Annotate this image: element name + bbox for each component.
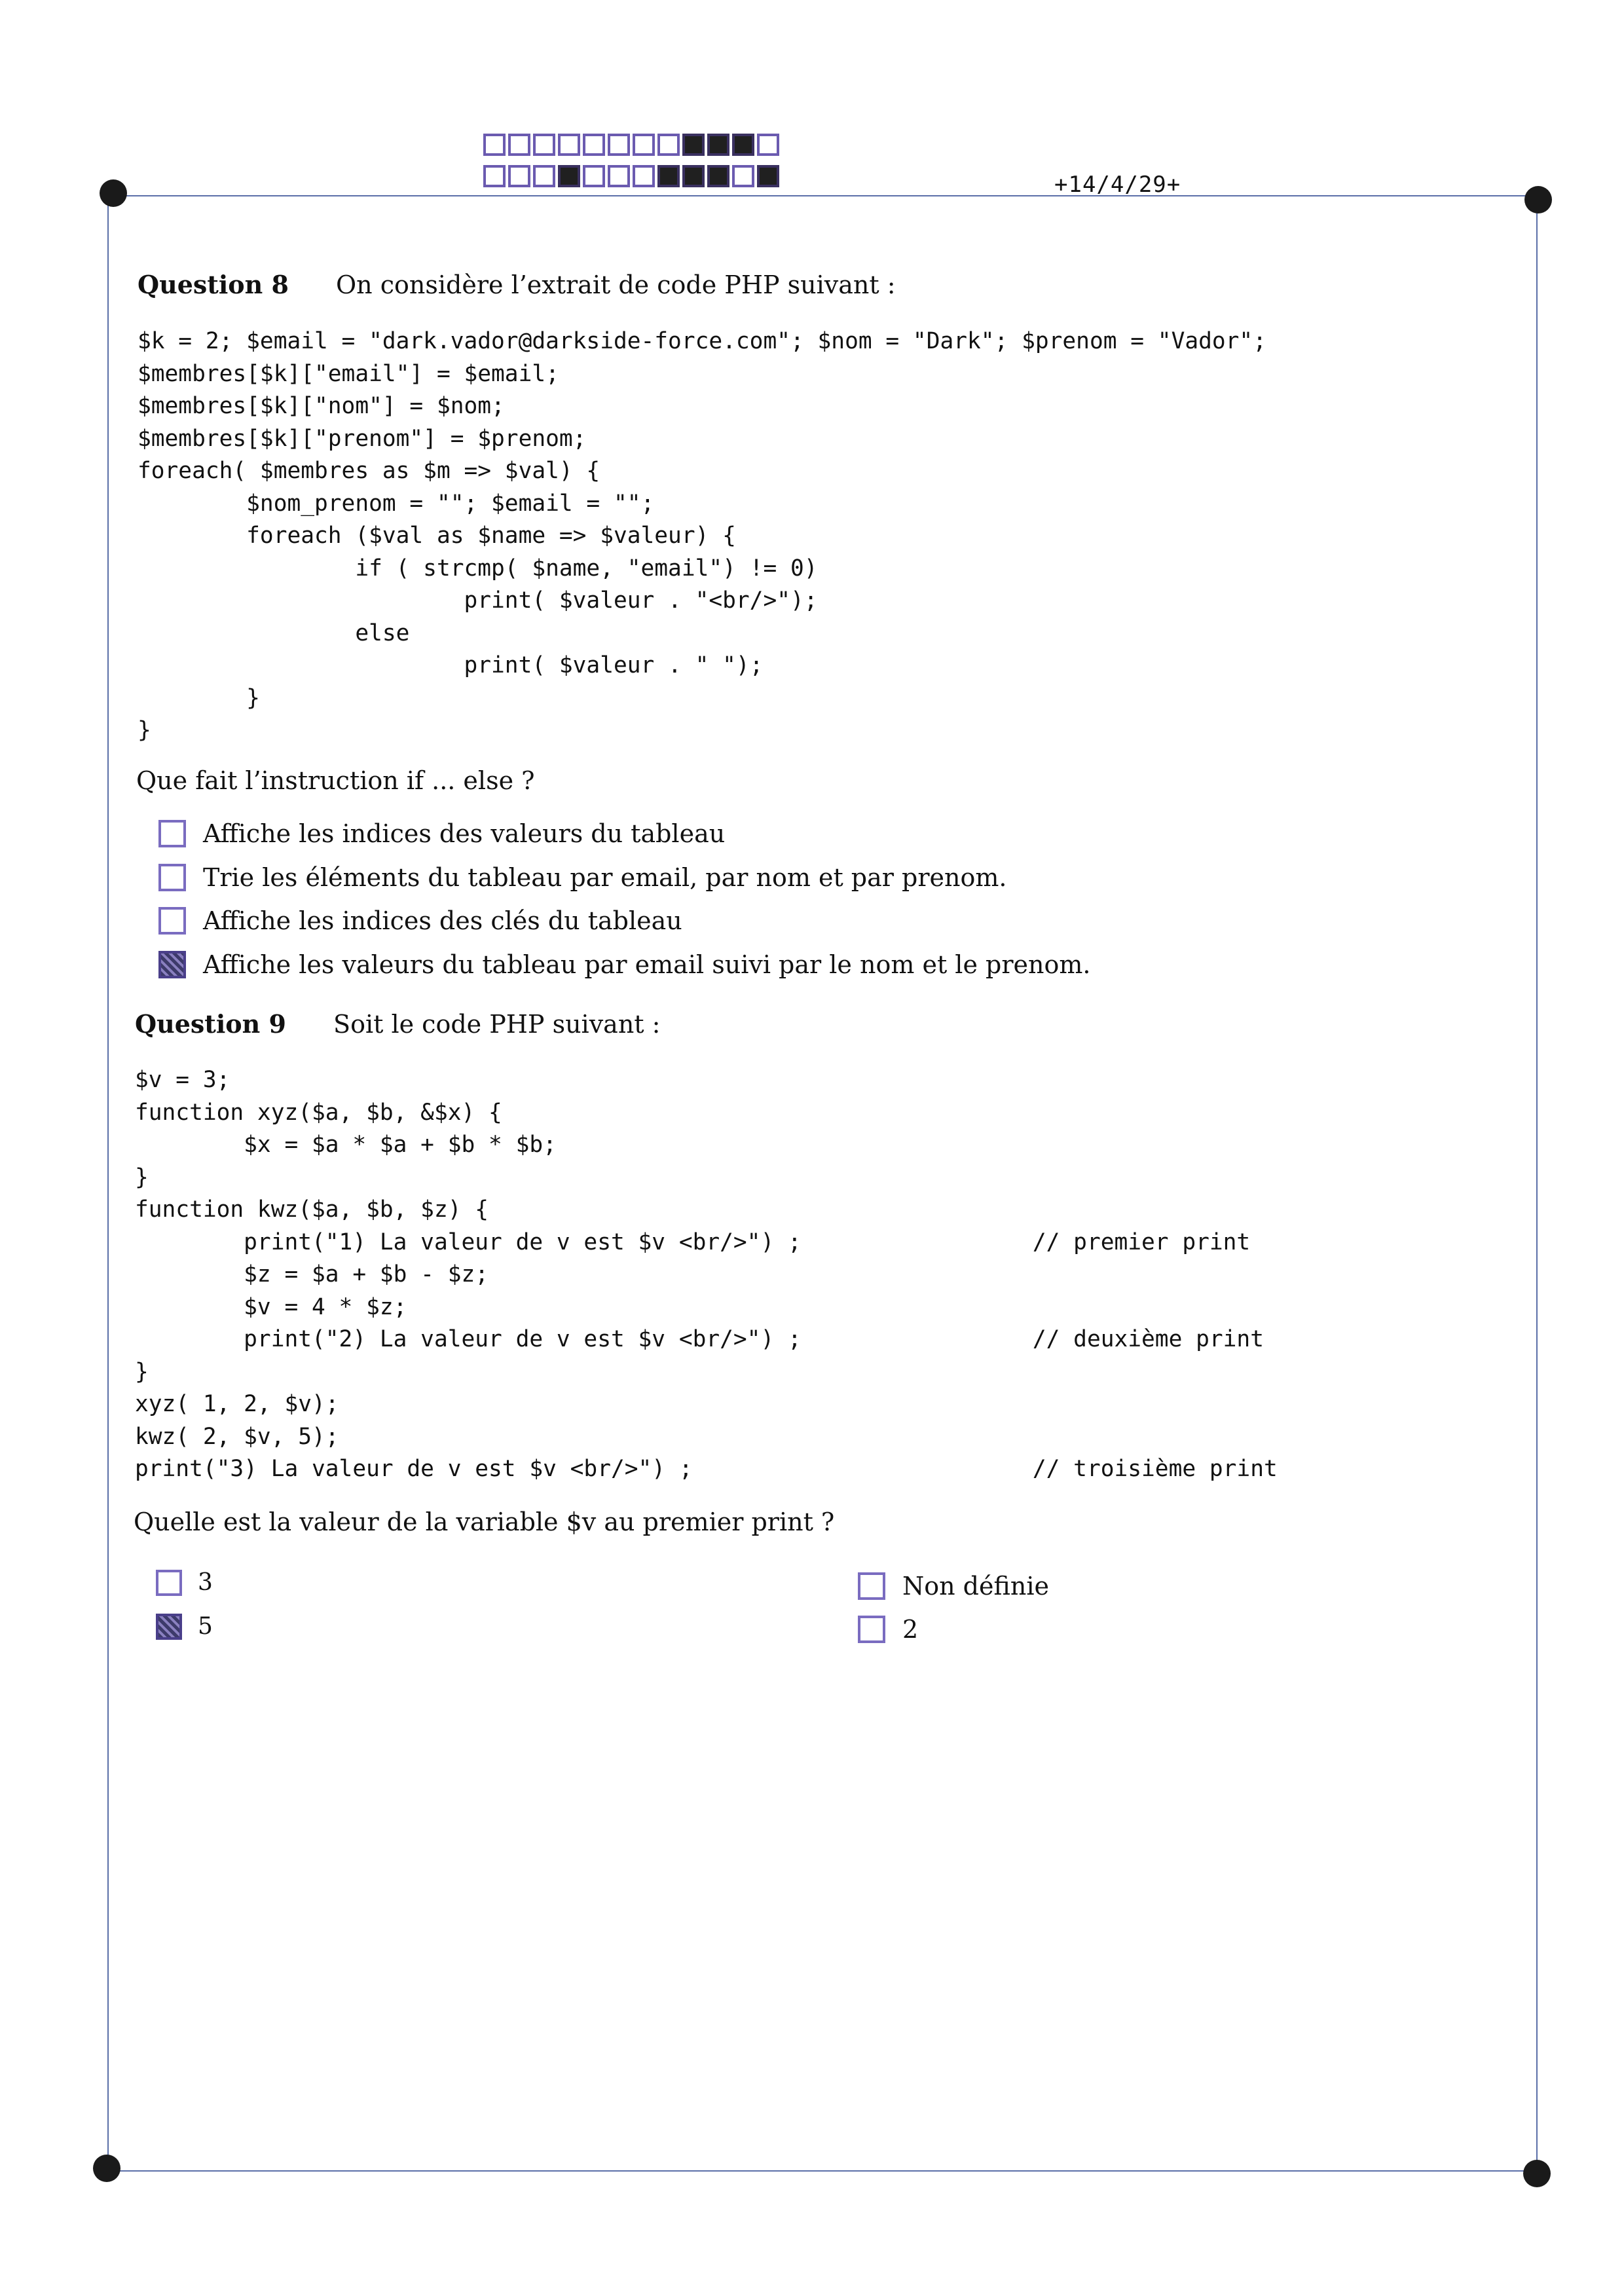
question-9-heading	[135, 1009, 660, 1039]
question-8-heading	[138, 270, 896, 299]
q8-choice-4-label: Affiche les valeurs du tableau par email suivi par le nom et le prenom.	[203, 950, 1091, 979]
q8-code-block: $k = 2; $email = "dark.vador@darkside-force.com"; $nom = "Dark"; $prenom = "Vador"; $membres[$k]["email"] = $email; $membres[$k]["nom"] = $nom; $membres[$k]["prenom"] = $prenom; foreach( $membres as $m => $val) { $nom_prenom = ""; $email = ""; foreach ($val as $name => $valeur) { if ( strcmp( $name, "email") != 0) print( $valeur . "<br/>"); else print( $valeur . " "); } }	[138, 328, 1266, 743]
q9-choice-4[interactable]	[858, 1615, 918, 1644]
barcode-cell	[682, 165, 705, 187]
barcode-row-1	[483, 134, 779, 156]
barcode-cell	[483, 165, 506, 187]
frame-bottom	[105, 2170, 1539, 2172]
frame-left	[107, 195, 109, 2172]
q9-question-text: Quelle est la valeur de la variable $v au premier print ?	[134, 1508, 835, 1536]
barcode-cell	[707, 165, 729, 187]
barcode-cell	[583, 134, 605, 156]
barcode-cell	[508, 165, 530, 187]
q9-checkbox-2[interactable]	[156, 1614, 182, 1640]
barcode-cell	[558, 134, 580, 156]
q9-checkbox-1[interactable]	[156, 1570, 182, 1596]
barcode-cell	[608, 165, 630, 187]
corner-marker-bottom-left	[93, 2155, 120, 2182]
barcode-cell	[757, 134, 779, 156]
barcode-cell	[757, 165, 779, 187]
q8-checkbox-2[interactable]	[158, 864, 186, 891]
q8-choice-3[interactable]	[158, 906, 682, 935]
q9-checkbox-3[interactable]	[858, 1572, 885, 1600]
q9-code-block: $v = 3; function xyz($a, $b, &$x) { $x = $a * $a + $b * $b; } function kwz($a, $b, $z) { print("1) La valeur de v est $v <br/>") ; // premier print $z = $a + $b - $z; $v = 4 * $z; print("2) La valeur de v est $v <br/>") ; // deuxième print } xyz( 1, 2, $v); kwz( 2, $v, 5); print("3) La valeur de v est $v <br/>") ; // troisième print	[135, 1067, 1278, 1482]
barcode-cell	[508, 134, 530, 156]
q9-checkbox-4[interactable]	[858, 1616, 885, 1643]
q8-question-text: Que fait l’instruction if ... else ?	[136, 766, 535, 795]
q9-choice-3[interactable]	[858, 1572, 1049, 1601]
question-intro: On considère l’extrait de code PHP suivant :	[336, 270, 896, 299]
q8-choice-2-label: Trie les éléments du tableau par email, par nom et par prenom.	[203, 863, 1007, 892]
q8-choice-4[interactable]	[158, 950, 1090, 979]
q8-choice-2[interactable]	[158, 863, 1006, 892]
barcode-cell	[533, 165, 555, 187]
q8-checkbox-4[interactable]	[158, 951, 186, 978]
question-label: Question 9	[135, 1009, 286, 1039]
q8-checkbox-3[interactable]	[158, 907, 186, 935]
barcode-cell	[633, 134, 655, 156]
barcode-cell	[558, 165, 580, 187]
barcode-cell	[657, 134, 680, 156]
page-id: +14/4/29+	[1054, 172, 1181, 198]
barcode-row-2	[483, 165, 779, 187]
barcode-cell	[682, 134, 705, 156]
barcode-cell	[633, 165, 655, 187]
corner-marker-bottom-right	[1523, 2160, 1551, 2187]
q8-choice-1-label: Affiche les indices des valeurs du tableau	[203, 819, 726, 848]
q9-choice-3-label: Non définie	[902, 1572, 1049, 1601]
question-label: Question 8	[138, 270, 289, 299]
barcode-cell	[533, 134, 555, 156]
q8-checkbox-1[interactable]	[158, 820, 186, 847]
question-intro: Soit le code PHP suivant :	[333, 1010, 661, 1039]
frame-top	[114, 195, 1538, 196]
barcode-cell	[657, 165, 680, 187]
q8-choice-1[interactable]	[158, 819, 725, 848]
corner-marker-top-left	[100, 179, 127, 207]
barcode-cell	[732, 165, 754, 187]
barcode-cell	[732, 134, 754, 156]
frame-right	[1536, 195, 1538, 2172]
barcode-cell	[707, 134, 729, 156]
q8-choice-3-label: Affiche les indices des clés du tableau	[203, 906, 682, 935]
q9-choice-2-label: 5	[198, 1613, 213, 1640]
q9-choice-2[interactable]	[156, 1613, 213, 1640]
barcode-cell	[583, 165, 605, 187]
q9-choice-1-label: 3	[198, 1569, 213, 1596]
barcode-cell	[608, 134, 630, 156]
barcode-cell	[483, 134, 506, 156]
q9-choice-4-label: 2	[902, 1615, 919, 1644]
corner-marker-top-right	[1524, 186, 1552, 213]
q9-choice-1[interactable]	[156, 1569, 213, 1596]
